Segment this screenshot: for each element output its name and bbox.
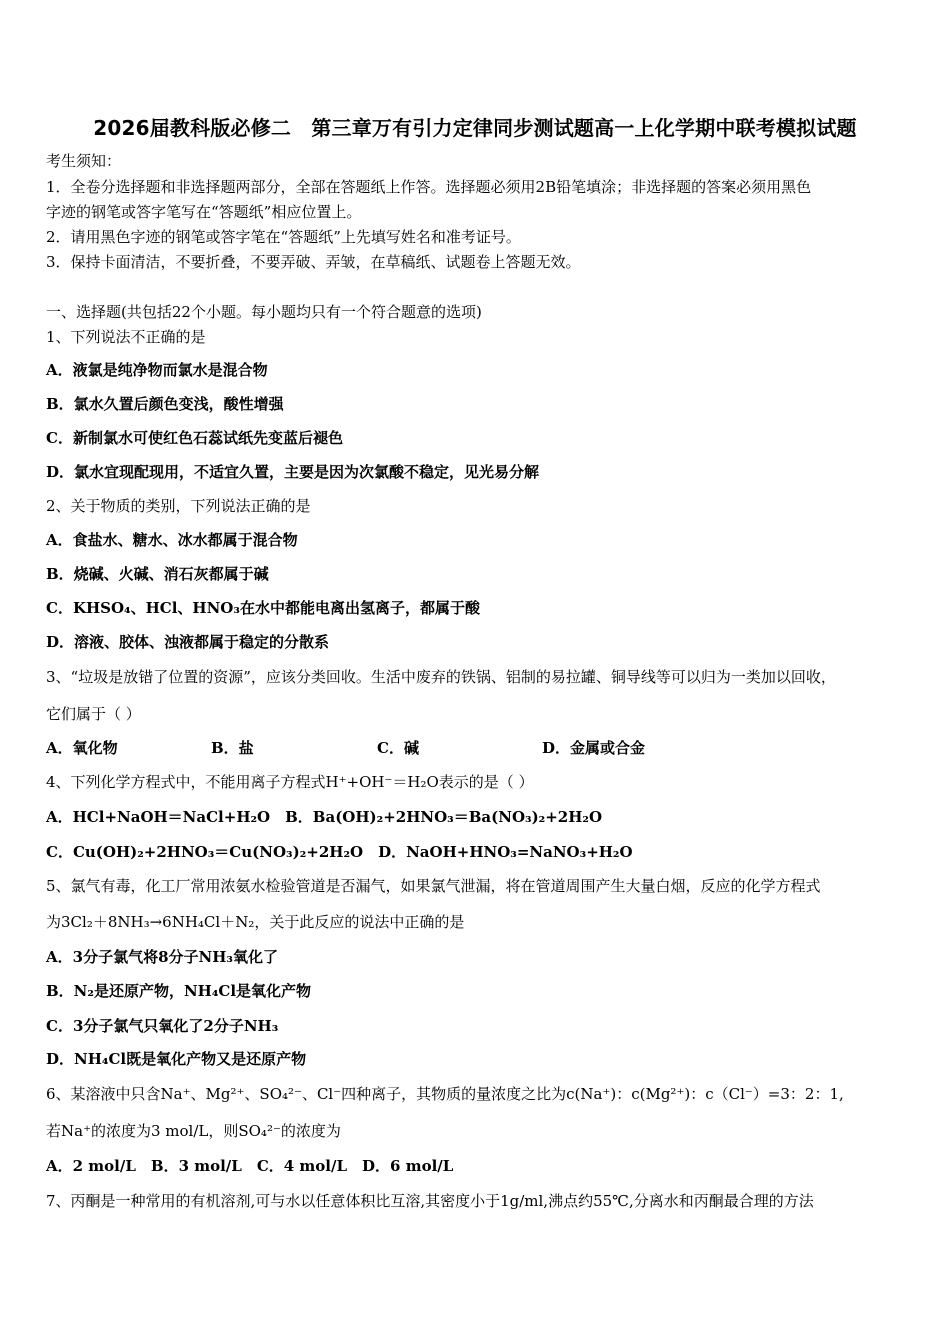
notice-heading: 考生须知： bbox=[46, 152, 122, 170]
section-heading: 一、选择题(共包括22个小题。每小题均只有一个符合题意的选项) bbox=[46, 303, 482, 321]
option: D．溶液、胶体、浊液都属于稳定的分散系 bbox=[46, 633, 330, 651]
option: A．食盐水、糖水、冰水都属于混合物 bbox=[46, 531, 298, 549]
question-stem-cont: 为3Cl₂＋8NH₃→6NH₄Cl＋N₂，关于此反应的说法中正确的是 bbox=[46, 913, 465, 931]
option: B．氯水久置后颜色变浅，酸性增强 bbox=[46, 395, 284, 413]
option: D．金属或合金 bbox=[542, 739, 646, 757]
option: C．碱 bbox=[377, 739, 419, 757]
question-stem: 2、关于物质的类别，下列说法正确的是 bbox=[46, 497, 311, 515]
option: B．N₂是还原产物，NH₄Cl是氧化产物 bbox=[46, 982, 312, 1000]
option: A．HCl+NaOH＝NaCl+H₂O B．Ba(OH)₂+2HNO₃＝Ba(NO₃)₂+2H₂O bbox=[46, 808, 603, 826]
option: D．NH₄Cl既是氧化产物又是还原产物 bbox=[46, 1050, 307, 1068]
question-stem: 4、下列化学方程式中，不能用离子方程式H⁺+OH⁻＝H₂O表示的是（ ） bbox=[46, 773, 534, 791]
notice-item: 1．全卷分选择题和非选择题两部分，全部在答题纸上作答。选择题必须用2B铅笔填涂；非选择题的答案必须用黑色 bbox=[46, 178, 812, 196]
question-stem: 6、某溶液中只含Na⁺、Mg²⁺、SO₄²⁻、Cl⁻四种离子，其物质的量浓度之比为c(Na⁺)：c(Mg²⁺)：c（Cl⁻）=3：2：1, bbox=[46, 1085, 844, 1103]
question-stem: 1、下列说法不正确的是 bbox=[46, 328, 206, 346]
option: A．氧化物 bbox=[46, 739, 118, 757]
option: A．3分子氯气将8分子NH₃氧化了 bbox=[46, 948, 278, 966]
question-stem: 7、丙酮是一种常用的有机溶剂,可与水以任意体积比互溶,其密度小于1g/ml,沸点约55℃,分离水和丙酮最合理的方法 bbox=[46, 1192, 814, 1210]
page-title: 2026届教科版必修二 第三章万有引力定律同步测试题高一上化学期中联考模拟试题 bbox=[93, 116, 857, 140]
question-stem-cont: 若Na⁺的浓度为3 mol/L，则SO₄²⁻的浓度为 bbox=[46, 1122, 341, 1140]
option: B．盐 bbox=[211, 739, 254, 757]
option: B．烧碱、火碱、消石灰都属于碱 bbox=[46, 565, 269, 583]
option: C．新制氯水可使红色石蕊试纸先变蓝后褪色 bbox=[46, 429, 343, 447]
option: A．2 mol/L B．3 mol/L C．4 mol/L D．6 mol/L bbox=[46, 1157, 454, 1175]
option: C．3分子氯气只氧化了2分子NH₃ bbox=[46, 1017, 279, 1035]
option: C．KHSO₄、HCl、HNO₃在水中都能电离出氢离子，都属于酸 bbox=[46, 599, 480, 617]
question-stem: 3、“垃圾是放错了位置的资源”，应该分类回收。生活中废弃的铁锅、铝制的易拉罐、铜导线等可以归为一类加以回收， bbox=[46, 668, 836, 686]
notice-item: 字迹的钢笔或答字笔写在“答题纸”相应位置上。 bbox=[46, 203, 362, 221]
notice-item: 2．请用黑色字迹的钢笔或答字笔在“答题纸”上先填写姓名和准考证号。 bbox=[46, 228, 521, 246]
question-stem-cont: 它们属于（ ） bbox=[46, 705, 141, 723]
option: A．液氯是纯净物而氯水是混合物 bbox=[46, 361, 268, 379]
option: D．氯水宜现配现用，不适宜久置，主要是因为次氯酸不稳定，见光易分解 bbox=[46, 463, 540, 481]
option: C．Cu(OH)₂+2HNO₃＝Cu(NO₃)₂+2H₂O D．NaOH+HNO₃=NaNO₃+H₂O bbox=[46, 843, 633, 861]
question-stem: 5、氯气有毒，化工厂常用浓氨水检验管道是否漏气，如果氯气泄漏，将在管道周围产生大量白烟，反应的化学方程式 bbox=[46, 877, 821, 895]
notice-item: 3．保持卡面清洁，不要折叠，不要弄破、弄皱，在草稿纸、试题卷上答题无效。 bbox=[46, 253, 581, 271]
